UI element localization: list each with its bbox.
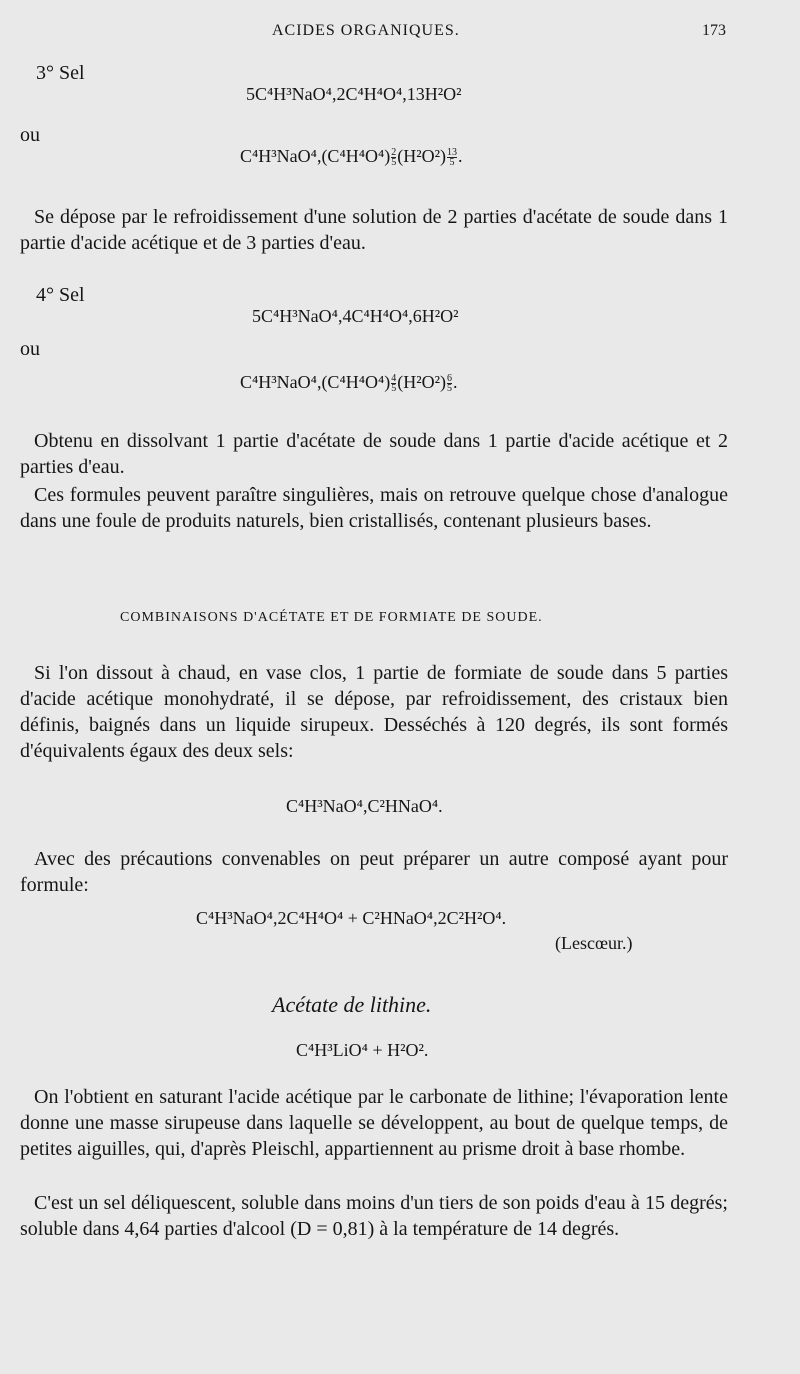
sel3-formula-2-end: . [458, 146, 463, 166]
sel4-label: 4° Sel [36, 284, 85, 306]
sel4-formula-2-prefix: C⁴H³NaO⁴,(C⁴H⁴O⁴) [240, 372, 391, 392]
sel3-exponent-2-numerator: 13 [447, 147, 458, 159]
section-formula-1: C⁴H³NaO⁴,C²HNaO⁴. [286, 796, 443, 816]
lithine-paragraph-1-text: On l'obtient en saturant l'acide acétique par le carbonate de lithine; l'évaporation lente donne une masse sirupeuse dans laquelle se développent, au bout de quelque temps, de petites aiguilles, qui, d'après Pleischl, appartiennent au prisme droit à base rhombe. [20, 1086, 728, 1160]
sel3-label: 3° Sel [36, 62, 85, 84]
section-formula-2: C⁴H³NaO⁴,2C⁴H⁴O⁴ + C²HNaO⁴,2C²H²O⁴. [196, 908, 507, 928]
sel3-exponent-1 [391, 148, 396, 167]
section-title: COMBINAISONS D'ACÉTATE ET DE FORMIATE DE SOUDE. [120, 610, 543, 625]
sel4-formula-2 [240, 372, 458, 393]
page-number: 173 [702, 22, 726, 39]
sel3-formula-2 [240, 146, 463, 167]
sel3-exponent-2 [447, 148, 457, 167]
sel3-exponent-1-denominator: 5 [391, 157, 397, 169]
section-paragraph-1 [20, 660, 728, 764]
sel3-description-text: Se dépose par le refroidissement d'une solution de 2 parties d'acétate de soude dans 1 partie d'acide acétique et de 3 parties d'eau. [20, 206, 728, 254]
sel4-exponent-2-numerator: 6 [447, 373, 453, 385]
sel3-description [20, 204, 728, 256]
formulas-note-text: Ces formules peuvent paraître singulières, mais on retrouve quelque chose d'analogue dans une foule de produits naturels, bien cristallisés, contenant plusieurs bases. [20, 484, 728, 532]
lithine-paragraph-2-text: C'est un sel déliquescent, soluble dans moins d'un tiers de son poids d'eau à 15 degrés; soluble dans 4,64 parties d'alcool (D = 0,81) à la température de 14 degrés. [20, 1192, 728, 1240]
sel4-formula-2-mid: (H²O²) [397, 372, 447, 392]
section-paragraph-2-text: Avec des précautions convenables on peut préparer un autre composé ayant pour formule: [20, 848, 728, 896]
sel4-exponent-1-denominator: 5 [391, 383, 397, 395]
section-paragraph-1-text: Si l'on dissout à chaud, en vase clos, 1 partie de formiate de soude dans 5 parties d'acide acétique monohydraté, il se dépose, par refroidissement, des cristaux bien définis, baignés dans un liquide sirupeux. Desséchés à 120 degrés, ils sont formés d'équivalents égaux des deux sels: [20, 662, 728, 762]
sel3-formula-2-mid: (H²O²) [397, 146, 447, 166]
sel3-ou: ou [20, 124, 40, 146]
sel3-formula-1: 5C⁴H³NaO⁴,2C⁴H⁴O⁴,13H²O² [246, 84, 462, 104]
sel3-formula-2-prefix: C⁴H³NaO⁴,(C⁴H⁴O⁴) [240, 146, 391, 166]
lithine-formula: C⁴H³LiO⁴ + H²O². [296, 1040, 429, 1060]
sel4-formula-2-end: . [453, 372, 458, 392]
sel4-exponent-1-numerator: 4 [391, 373, 397, 385]
sel4-exponent-2 [447, 374, 452, 393]
sel4-ou: ou [20, 338, 40, 360]
author-credit: (Lescœur.) [555, 933, 633, 953]
sel4-exponent-1 [391, 374, 396, 393]
formulas-note [20, 482, 728, 534]
running-title: ACIDES ORGANIQUES. [272, 22, 460, 39]
lithine-paragraph-2 [20, 1190, 728, 1242]
section-paragraph-2 [20, 846, 728, 898]
sel4-description [20, 428, 728, 480]
sel3-exponent-1-numerator: 2 [391, 147, 397, 159]
subsection-title: Acétate de lithine. [272, 992, 432, 1017]
sel4-description-text: Obtenu en dissolvant 1 partie d'acétate de soude dans 1 partie d'acide acétique et 2 parties d'eau. [20, 430, 728, 478]
sel4-formula-1: 5C⁴H³NaO⁴,4C⁴H⁴O⁴,6H²O² [252, 306, 459, 326]
sel3-exponent-2-denominator: 5 [447, 157, 457, 167]
sel4-exponent-2-denominator: 5 [447, 383, 453, 395]
lithine-paragraph-1 [20, 1084, 728, 1162]
